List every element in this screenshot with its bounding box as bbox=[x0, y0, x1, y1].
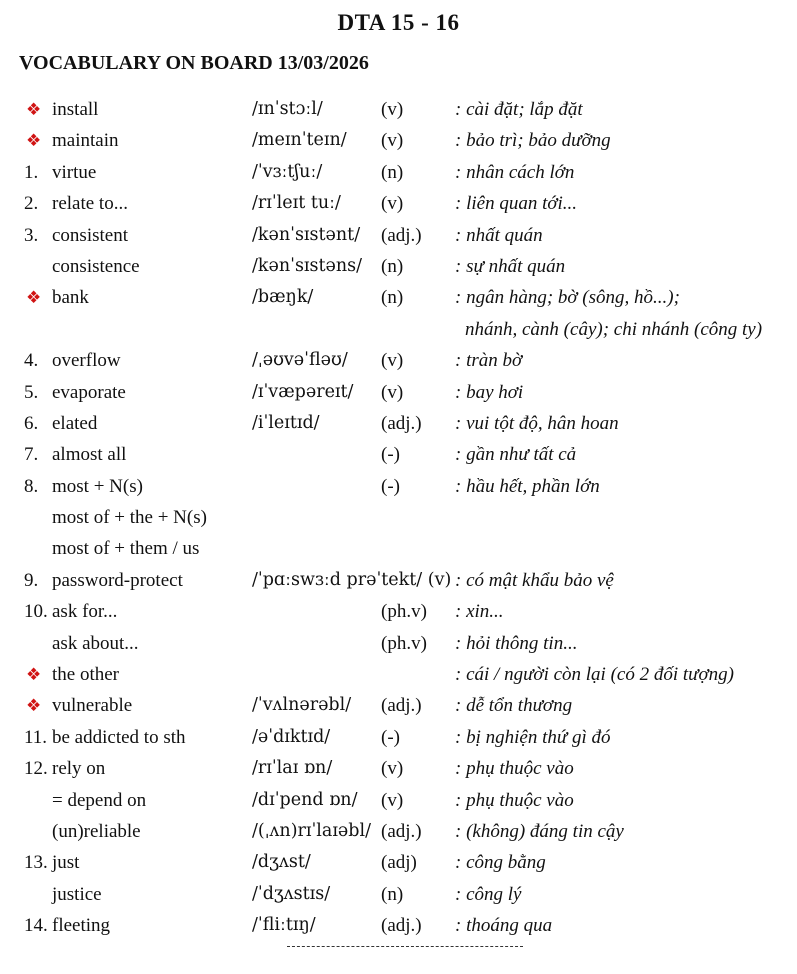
vocab-part-of-speech: (adj.) bbox=[381, 412, 422, 434]
vocab-meaning: : sự nhất quán bbox=[455, 255, 566, 277]
item-number: 4. bbox=[24, 350, 39, 372]
vocab-row bbox=[0, 251, 797, 282]
vocab-meaning: : hỏi thông tin... bbox=[455, 632, 578, 654]
vocab-pronunciation: /rɪˈlaɪ ɒn/ bbox=[252, 758, 333, 779]
vocab-pronunciation: /kənˈsɪstəns/ bbox=[252, 255, 363, 276]
vocab-word: password-protect bbox=[52, 569, 183, 591]
item-number: 9. bbox=[24, 569, 39, 591]
vocab-row bbox=[0, 408, 797, 439]
item-number: 12. bbox=[24, 758, 48, 780]
bullet-icon: ❖ bbox=[26, 131, 42, 151]
vocab-meaning: nhánh, cành (cây); chi nhánh (công ty) bbox=[465, 318, 763, 340]
vocab-word: consistent bbox=[52, 224, 128, 246]
vocab-word: ask about... bbox=[52, 632, 139, 654]
vocab-word: ask for... bbox=[52, 601, 118, 623]
vocab-word: most of + them / us bbox=[52, 538, 200, 560]
vocab-meaning: : cài đặt; lắp đặt bbox=[455, 99, 583, 120]
footer-divider bbox=[287, 946, 523, 947]
bullet-icon: ❖ bbox=[26, 100, 42, 119]
vocab-meaning: : bay hơi bbox=[455, 381, 524, 403]
vocab-part-of-speech: (-) bbox=[381, 444, 400, 466]
vocab-pronunciation: /ˈpɑːswɜːd prəˈtekt/ (v) bbox=[252, 569, 452, 590]
vocab-pronunciation: /əˈdɪktɪd/ bbox=[252, 726, 331, 747]
vocab-word: vulnerable bbox=[52, 695, 133, 717]
vocab-row bbox=[0, 690, 797, 721]
vocab-word: (un)reliable bbox=[52, 820, 141, 842]
item-number: 14. bbox=[24, 915, 48, 937]
item-number: 13. bbox=[24, 852, 48, 874]
vocab-word: elated bbox=[52, 412, 98, 434]
vocab-part-of-speech: (ph.v) bbox=[381, 601, 427, 623]
vocab-part-of-speech: (v) bbox=[381, 99, 404, 120]
vocab-word: consistence bbox=[52, 255, 140, 277]
vocab-meaning: : tràn bờ bbox=[455, 350, 523, 372]
vocab-meaning: : liên quan tới... bbox=[455, 193, 578, 215]
item-number: 5. bbox=[24, 381, 39, 403]
vocab-part-of-speech: (-) bbox=[381, 726, 400, 748]
vocab-pronunciation: /ˈdʒʌstɪs/ bbox=[252, 883, 331, 904]
vocab-part-of-speech: (v) bbox=[381, 381, 404, 403]
vocab-part-of-speech: (adj.) bbox=[381, 915, 422, 937]
vocab-pronunciation: /ˌəʊvəˈfləʊ/ bbox=[252, 350, 348, 371]
vocab-row bbox=[0, 910, 797, 941]
vocab-word: most + N(s) bbox=[52, 475, 143, 497]
item-number: 6. bbox=[24, 412, 39, 434]
vocab-part-of-speech: (n) bbox=[381, 883, 404, 905]
vocab-word: justice bbox=[52, 883, 102, 905]
vocab-meaning: : (không) đáng tin cậy bbox=[455, 820, 624, 842]
vocab-pronunciation: /rɪˈleɪt tuː/ bbox=[252, 193, 341, 214]
vocab-pronunciation: /ɪnˈstɔːl/ bbox=[252, 99, 323, 119]
vocab-meaning: : dễ tổn thương bbox=[455, 695, 573, 717]
vocab-meaning: : công lý bbox=[455, 883, 522, 905]
vocab-word: overflow bbox=[52, 350, 121, 372]
vocab-part-of-speech: (adj) bbox=[381, 852, 417, 874]
vocab-row bbox=[0, 502, 797, 533]
vocab-meaning: : hầu hết, phần lớn bbox=[455, 475, 600, 497]
vocab-row bbox=[0, 125, 797, 156]
vocab-meaning: : vui tột độ, hân hoan bbox=[455, 412, 619, 434]
vocab-row bbox=[0, 879, 797, 910]
vocab-row bbox=[0, 628, 797, 659]
vocab-row bbox=[0, 471, 797, 502]
vocab-row bbox=[0, 282, 797, 313]
vocab-pronunciation: /kənˈsɪstənt/ bbox=[252, 224, 361, 245]
vocab-row bbox=[0, 188, 797, 219]
vocab-word: fleeting bbox=[52, 915, 111, 937]
vocab-row bbox=[0, 847, 797, 878]
vocab-pronunciation: /meɪnˈteɪn/ bbox=[252, 130, 347, 151]
item-number: 2. bbox=[24, 193, 39, 215]
vocab-row bbox=[0, 753, 797, 784]
vocab-part-of-speech: (adj.) bbox=[381, 695, 422, 717]
bullet-icon: ❖ bbox=[26, 665, 42, 685]
item-number: 11. bbox=[24, 726, 48, 748]
vocab-row bbox=[0, 596, 797, 627]
vocab-meaning: : gần như tất cả bbox=[455, 444, 577, 466]
vocab-word: relate to... bbox=[52, 193, 128, 215]
bullet-icon: ❖ bbox=[26, 288, 42, 308]
item-number: 7. bbox=[24, 444, 39, 466]
vocab-row bbox=[0, 377, 797, 408]
vocab-row bbox=[0, 533, 797, 564]
vocab-word: bank bbox=[52, 287, 89, 309]
vocab-part-of-speech: (adj.) bbox=[381, 820, 422, 842]
vocab-pronunciation: /bæŋk/ bbox=[252, 287, 314, 308]
item-number: 1. bbox=[24, 161, 39, 183]
vocab-part-of-speech: (v) bbox=[381, 789, 404, 811]
page-subtitle: VOCABULARY ON BOARD 13/03/2026 bbox=[19, 52, 369, 74]
vocab-pronunciation: /ɪˈvæpəreɪt/ bbox=[252, 381, 354, 402]
vocab-part-of-speech: (v) bbox=[381, 130, 404, 152]
vocab-word: most of + the + N(s) bbox=[52, 507, 207, 529]
vocab-word: be addicted to sth bbox=[52, 726, 186, 748]
vocab-meaning: : bị nghiện thứ gì đó bbox=[455, 726, 611, 748]
vocab-row bbox=[0, 785, 797, 816]
vocab-word: just bbox=[52, 852, 80, 874]
vocab-row bbox=[0, 220, 797, 251]
vocab-part-of-speech: (n) bbox=[381, 161, 404, 183]
vocab-row bbox=[0, 439, 797, 470]
item-number: 10. bbox=[24, 601, 48, 623]
vocab-word: maintain bbox=[52, 130, 119, 152]
bullet-icon: ❖ bbox=[26, 696, 42, 716]
vocab-pronunciation: /ˈvʌlnərəbl/ bbox=[252, 695, 352, 716]
vocab-word: the other bbox=[52, 664, 120, 686]
vocab-part-of-speech: (-) bbox=[381, 475, 400, 497]
vocab-word: = depend on bbox=[52, 789, 147, 811]
vocab-part-of-speech: (v) bbox=[381, 350, 404, 372]
vocab-pronunciation: /dʒʌst/ bbox=[252, 852, 311, 873]
vocab-row bbox=[0, 565, 797, 596]
vocab-meaning: : có mật khẩu bảo vệ bbox=[455, 569, 614, 591]
vocab-word: install bbox=[52, 99, 99, 120]
vocab-meaning: : ngân hàng; bờ (sông, hồ...); bbox=[455, 287, 680, 309]
item-number: 8. bbox=[24, 475, 39, 497]
vocab-row bbox=[0, 816, 797, 847]
vocab-pronunciation: /ˈvɜːtʃuː/ bbox=[252, 161, 323, 182]
vocab-row bbox=[0, 314, 797, 345]
vocab-meaning: : bảo trì; bảo dưỡng bbox=[455, 130, 611, 152]
vocab-meaning: : phụ thuộc vào bbox=[455, 758, 574, 780]
vocab-pronunciation: /ˈfliːtɪŋ/ bbox=[252, 915, 316, 936]
vocab-meaning: : nhất quán bbox=[455, 224, 543, 246]
vocab-part-of-speech: (v) bbox=[381, 758, 404, 780]
vocab-word: virtue bbox=[52, 161, 97, 183]
vocab-meaning: : công bằng bbox=[455, 852, 546, 874]
vocab-meaning: : thoáng qua bbox=[455, 915, 553, 937]
vocab-row bbox=[0, 157, 797, 188]
vocab-meaning: : cái / người còn lại (có 2 đối tượng) bbox=[455, 664, 734, 686]
vocab-part-of-speech: (n) bbox=[381, 255, 404, 277]
page-title: DTA 15 - 16 bbox=[337, 10, 460, 35]
vocab-meaning: : nhân cách lớn bbox=[455, 161, 575, 183]
vocab-part-of-speech: (n) bbox=[381, 287, 404, 309]
vocabulary-list bbox=[0, 94, 797, 942]
vocab-pronunciation: /dɪˈpend ɒn/ bbox=[252, 789, 358, 810]
vocab-pronunciation: /iˈleɪtɪd/ bbox=[252, 412, 320, 433]
vocab-row bbox=[0, 722, 797, 753]
vocab-word: almost all bbox=[52, 444, 127, 466]
vocab-meaning: : xin... bbox=[455, 601, 504, 623]
vocab-row bbox=[0, 94, 797, 125]
vocab-meaning: : phụ thuộc vào bbox=[455, 789, 574, 811]
vocab-pronunciation: /(ˌʌn)rɪˈlaɪəbl/ bbox=[252, 820, 371, 841]
vocab-row bbox=[0, 345, 797, 376]
vocab-part-of-speech: (v) bbox=[381, 193, 404, 215]
vocab-part-of-speech: (ph.v) bbox=[381, 632, 427, 654]
item-number: 3. bbox=[24, 224, 39, 246]
vocab-word: evaporate bbox=[52, 381, 126, 403]
vocab-row bbox=[0, 659, 797, 690]
vocab-word: rely on bbox=[52, 758, 106, 780]
vocab-part-of-speech: (adj.) bbox=[381, 224, 422, 246]
